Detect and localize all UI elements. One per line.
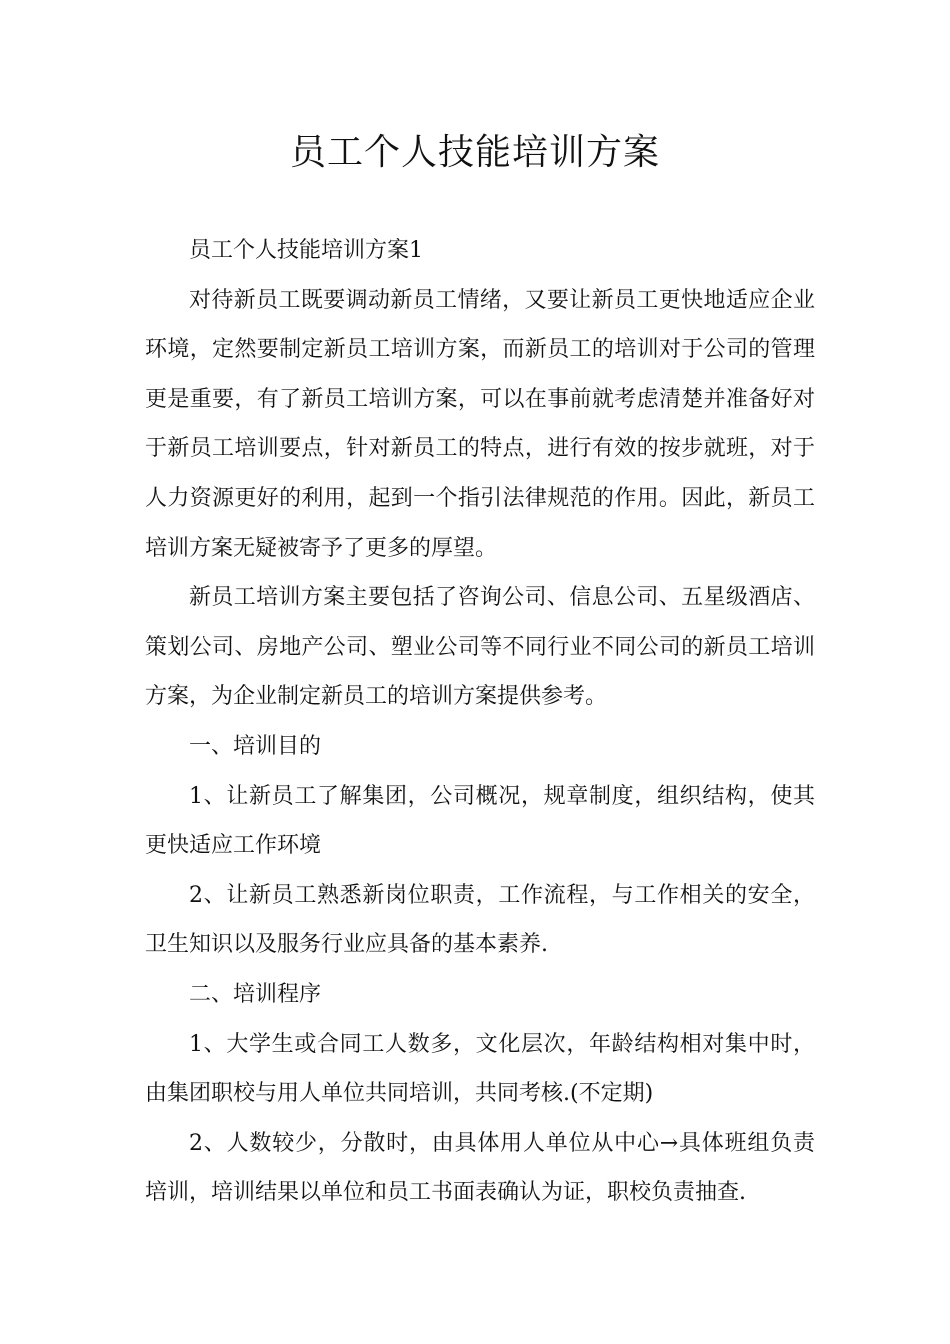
section-heading-purpose: 一、培训目的: [189, 733, 322, 759]
purpose-item-2: 2、让新员工熟悉新岗位职责，工作流程，与工作相关的安全，卫生知识以及服务行业应具备的基本素养.: [145, 882, 815, 958]
document-body: [145, 226, 815, 1218]
section-heading-procedure: 二、培训程序: [189, 981, 322, 1007]
document-title: 员工个人技能培训方案: [289, 132, 660, 173]
paragraph-intro: 对待新员工既要调动新员工情绪，又要让新员工更快地适应企业环境，定然要制定新员工培训方案，而新员工的培训对于公司的管理更是重要，有了新员工培训方案，可以在事前就考虑清楚并准备好对于新员工培训要点，针对新员工的特点，进行有效的按步就班，对于人力资源更好的利用，起到一个指引法律规范的作用。因此，新员工培训方案无疑被寄予了更多的厚望。: [145, 287, 815, 561]
purpose-item-1: 1、让新员工了解集团，公司概况，规章制度，组织结构，使其更快适应工作环境: [145, 783, 815, 859]
paragraph-subtitle: 员工个人技能培训方案1: [189, 238, 423, 263]
procedure-item-2: 2、人数较少，分散时，由具体用人单位从中心→具体班组负责培训，培训结果以单位和员工书面表确认为证，职校负责抽查.: [145, 1130, 815, 1206]
paragraph-scope: 新员工培训方案主要包括了咨询公司、信息公司、五星级酒店、策划公司、房地产公司、塑业公司等不同行业不同公司的新员工培训方案，为企业制定新员工的培训方案提供参考。: [145, 585, 815, 710]
procedure-item-1: 1、大学生或合同工人数多，文化层次，年龄结构相对集中时，由集团职校与用人单位共同培训，共同考核.(不定期): [145, 1031, 815, 1107]
